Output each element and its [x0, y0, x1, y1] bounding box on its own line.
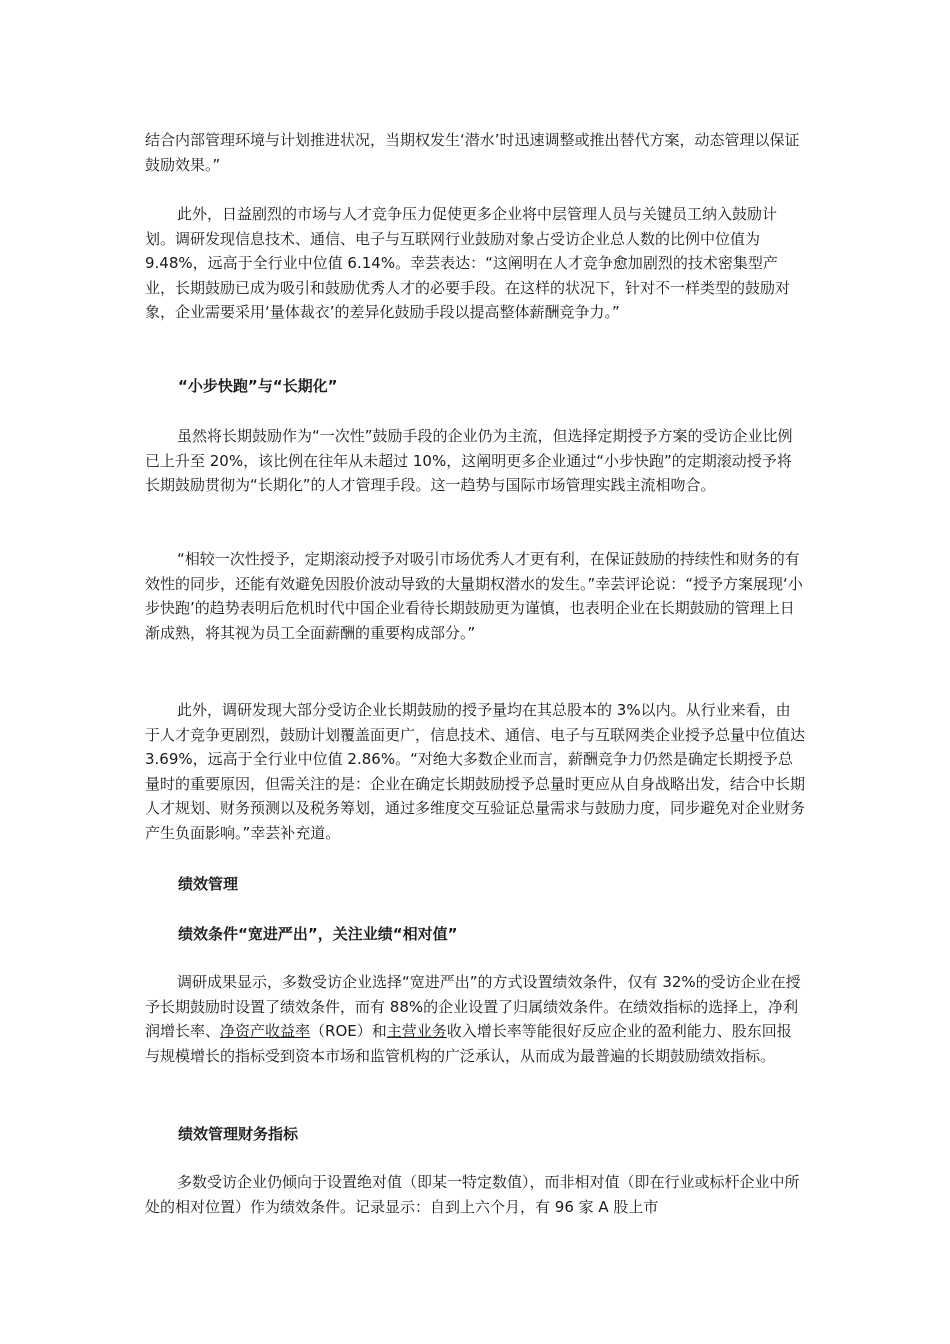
link-main-business[interactable]: 主营业务 — [386, 1022, 447, 1041]
heading-performance-management: 绩效管理 — [178, 875, 239, 893]
heading-small-steps: “小步快跑”与“长期化” — [178, 377, 338, 395]
paragraph-periodic-grant: 虽然将长期鼓励作为“一次性”鼓励手段的企业仍为主流，但选择定期授予方案的受访企业比例已上升至 20%，该比例在往年从未超过 10%，这阐明更多企业通过“小步快跑”的定期滚动授予将长期鼓励贯彻为“长期化”的人才管理手段。这一趋势与国际市场管理实践主流相吻合。 — [145, 427, 793, 495]
link-return-rate[interactable]: 收益率 — [265, 1022, 311, 1041]
paragraph-continuation: 结合内部管理环境与计划推进状况，当期权发生‘潜水’时迅速调整或推出替代方案，动态管理以保证鼓励效果。” — [145, 131, 800, 174]
paragraph-grant-volume: 此外，调研发现大部分受访企业长期鼓励的授予量均在其总股本的 3%以内。从行业来看，由于人才竞争更剧烈，鼓励计划覆盖面更广，信息技术、通信、电子与互联网类企业授予总量中位值达 3.69%，远高于全行业中位值 2.86%。“对绝大多数企业而言，薪酬竞争力仍然是确定长期授予总量时的重要原因，但需关注的是：企业在确定长期鼓励授予总量时更应从自身战略出发，结合中长期人才规划、财务预测以及税务筹划，通过多维度交互验证总量需求与鼓励力度，同步避免对企业财务产生负面影响。”幸芸补充道。 — [145, 701, 806, 842]
heading-financial-indicators: 绩效管理财务指标 — [178, 1125, 299, 1143]
paragraph-absolute-values: 多数受访企业仍倾向于设置绝对值（即某一特定数值），而非相对值（即在行业或标杆企业中所处的相对位置）作为绩效条件。记录显示：自到上六个月，有 96 家 A 股上市 — [145, 1173, 800, 1216]
heading-performance-conditions: 绩效条件“宽进严出”，关注业绩“相对值” — [178, 925, 458, 943]
paragraph-incentive-scope: 此外，日益剧烈的市场与人才竞争压力促使更多企业将中层管理人员与关键员工纳入鼓励计划。调研发现信息技术、通信、电子与互联网行业鼓励对象占受访企业总人数的比例中位值为 9.48%，远高于全行业中位值 6.14%。幸芸表达：“这阐明在人才竞争愈加剧烈的技术密集型产业，长期鼓励已成为吸引和鼓励优秀人才的必要手段。在这样的状况下，针对不一样类型的鼓励对象，企业需要采用‘量体裁衣’的差异化鼓励手段以提高整体薪酬竞争力。” — [145, 205, 791, 322]
paragraph-rolling-grant-quote: “相较一次性授予，定期滚动授予对吸引市场优秀人才更有利，在保证鼓励的持续性和财务的有效性的同步，还能有效避免因股价波动导致的大量期权潜水的发生。”幸芸评论说：“授予方案展现‘小步快跑’的趋势表明后危机时代中国企业看待长期鼓励更为谨慎，也表明企业在长期鼓励的管理上日渐成熟，将其视为员工全面薪酬的重要构成部分。” — [145, 550, 803, 642]
paragraph-performance-results: 调研成果显示，多数受访企业选择“宽进严出”的方式设置绩效条件，仅有 32%的受访企业在授予长期鼓励时设置了绩效条件，而有 88%的企业设置了归属绩效条件。在绩效指标的选择上，净利润增长率、净资产收益率（ROE）和主营业务收入增长率等能很好反应企业的盈利能力、股东回报与规模增长的指标受到资本市场和监管机构的广泛承认，从而成为最普遍的长期鼓励绩效指标。 — [145, 973, 801, 1065]
link-net-assets[interactable]: 净资产 — [220, 1022, 266, 1041]
